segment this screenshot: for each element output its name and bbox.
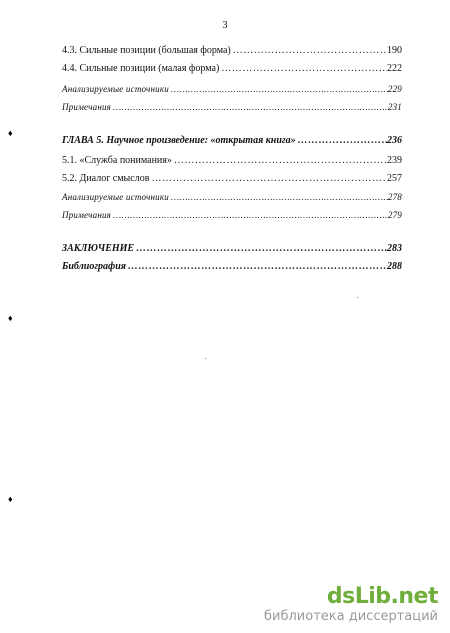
scan-speck bbox=[357, 297, 358, 298]
toc-entry-title: Примечания bbox=[62, 102, 112, 112]
toc-entry-page: 236 bbox=[387, 135, 402, 146]
toc-entry-title: Библиография bbox=[62, 261, 126, 272]
toc-entry bbox=[62, 208, 402, 222]
scan-speck bbox=[205, 358, 206, 359]
toc-leader-dots bbox=[126, 260, 387, 274]
toc-leader-dots bbox=[169, 190, 388, 204]
watermark-logo: dsLib.net bbox=[326, 584, 438, 609]
toc-entry-page: 278 bbox=[387, 192, 402, 202]
toc-entry-page: 283 bbox=[387, 243, 402, 254]
toc-entry-page: 222 bbox=[387, 63, 402, 74]
toc-entry-title: Примечания bbox=[62, 210, 112, 220]
toc-entry-page: 257 bbox=[387, 173, 402, 184]
toc-entry-title: Анализируемые источники bbox=[62, 192, 169, 202]
toc-entry-title: Анализируемые источники bbox=[62, 84, 169, 94]
toc-entry bbox=[62, 62, 402, 76]
toc-entry-page: 279 bbox=[387, 210, 402, 220]
toc-chapter bbox=[62, 134, 402, 148]
toc-entry-title: ЗАКЛЮЧЕНИЕ bbox=[62, 243, 135, 254]
toc-leader-dots bbox=[296, 134, 387, 148]
toc-leader-dots bbox=[111, 208, 388, 222]
toc-entry-page: 190 bbox=[387, 45, 402, 56]
toc-conclusion bbox=[62, 242, 402, 256]
toc-leader-dots bbox=[134, 242, 387, 256]
toc-entry-title: 5.2. Диалог смыслов bbox=[62, 173, 150, 184]
hole-punch-mark: ♦ bbox=[8, 494, 13, 504]
toc-entry-page: 229 bbox=[387, 84, 402, 94]
toc-entry-title: 5.1. «Служба понимания» bbox=[62, 155, 172, 166]
toc-entry bbox=[62, 100, 402, 114]
toc-leader-dots bbox=[172, 154, 387, 168]
toc-leader-dots bbox=[231, 44, 387, 58]
toc-entry-page: 288 bbox=[387, 261, 402, 272]
toc-entry bbox=[62, 44, 402, 58]
toc-entry-title: 4.3. Сильные позиции (большая форма) bbox=[62, 45, 231, 56]
toc-leader-dots bbox=[219, 62, 387, 76]
toc-entry-page: 231 bbox=[387, 102, 402, 112]
toc-entry bbox=[62, 82, 402, 96]
watermark-subtitle: библиотека диссертаций bbox=[264, 609, 438, 624]
toc-leader-dots bbox=[169, 82, 388, 96]
watermark bbox=[264, 585, 438, 625]
toc-entry bbox=[62, 172, 402, 186]
toc-entry bbox=[62, 190, 402, 204]
toc-leader-dots bbox=[149, 172, 387, 186]
toc-entry bbox=[62, 154, 402, 168]
toc-entry-title: ГЛАВА 5. Научное произведение: «открытая книга» bbox=[62, 135, 296, 146]
hole-punch-mark: ♦ bbox=[8, 313, 13, 323]
toc-entry-page: 239 bbox=[387, 155, 402, 166]
hole-punch-mark: ♦ bbox=[8, 128, 13, 138]
toc-entry-title: 4.4. Сильные позиции (малая форма) bbox=[62, 63, 220, 74]
page-number: 3 bbox=[222, 20, 228, 31]
toc-leader-dots bbox=[111, 100, 388, 114]
toc-bibliography bbox=[62, 260, 402, 274]
